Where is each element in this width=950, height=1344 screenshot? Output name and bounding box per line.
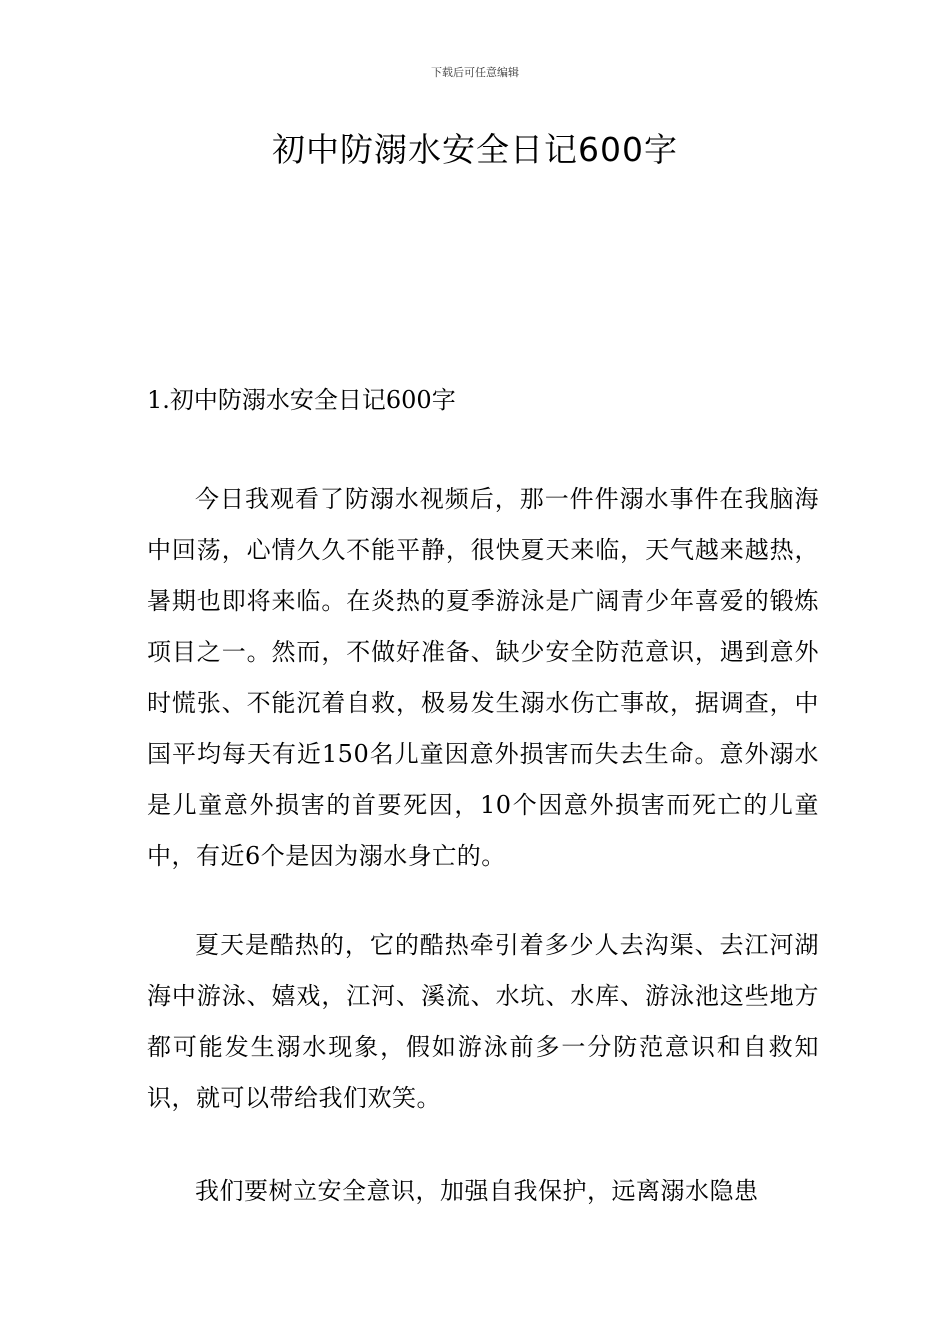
paragraph-2: 夏天是酷热的，它的酷热牵引着多少人去沟渠、去江河湖海中游泳、嬉戏，江河、溪流、水坑、水库、游泳池这些地方都可能发生溺水现象，假如游泳前多一分防范意识和自救知识，就可以带给我们欢笑。 <box>147 931 819 1112</box>
section-heading: 1.初中防溺水安全日记600字 <box>147 386 456 414</box>
paragraph-3: 我们要树立安全意识，加强自我保护，远离溺水隐患 <box>195 1177 759 1205</box>
document-title: 初中防溺水安全日记600字 <box>272 130 678 169</box>
paragraph-1: 今日我观看了防溺水视频后，那一件件溺水事件在我脑海中回荡，心情久久不能平静，很快夏天来临，天气越来越热，暑期也即将来临。在炎热的夏季游泳是广阔青少年喜爱的锻炼项目之一。然而，不做好准备、缺少安全防范意识，遇到意外时慌张、不能沉着自救，极易发生溺水伤亡事故，据调查，中国平均每天有近150名儿童因意外损害而失去生命。意外溺水是儿童意外损害的首要死因，10个因意外损害而死亡的儿童中，有近6个是因为溺水身亡的。 <box>147 485 819 870</box>
header-note: 下载后可任意编辑 <box>431 66 519 79</box>
